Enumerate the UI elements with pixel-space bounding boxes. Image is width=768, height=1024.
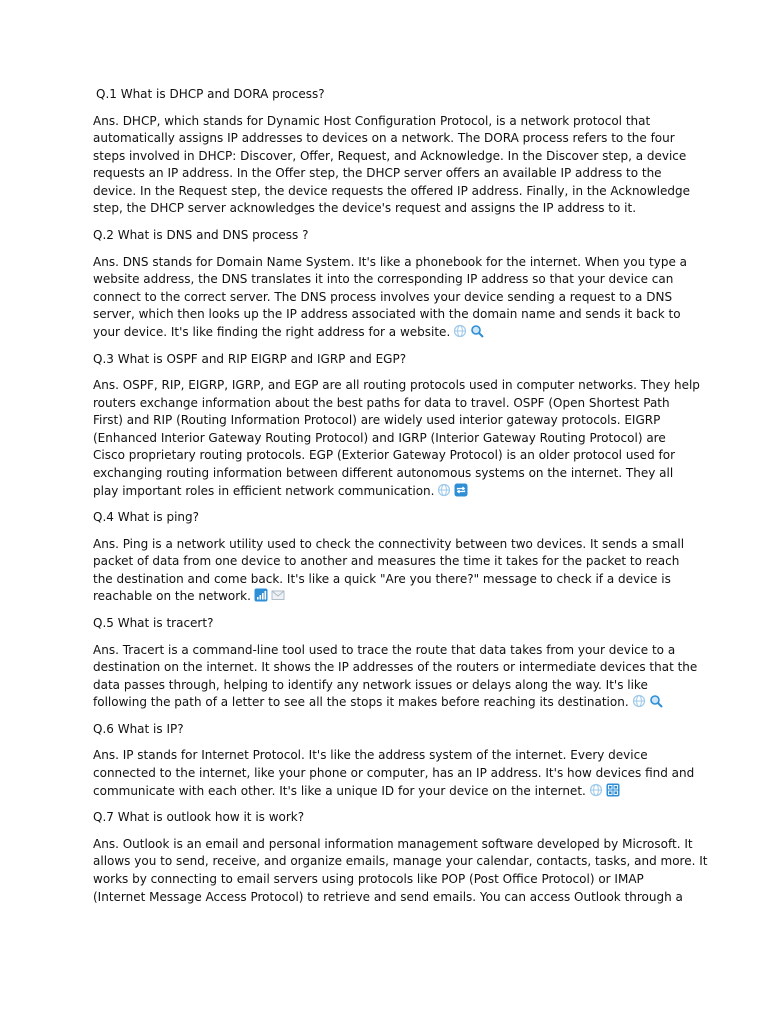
answer-line: Ans. Outlook is an email and personal information management software developed by Microsoft. It xyxy=(93,836,693,851)
question-1: Q.1 What is DHCP and DORA process? xyxy=(96,87,325,101)
answer-line: the destination and come back. It's like a quick "Are you there?" message to check if a device is xyxy=(93,571,671,586)
answer-text: play important roles in efficient network communication. xyxy=(93,483,435,498)
answer-line: connected to the internet, like your phone or computer, has an IP address. It's how devices find and xyxy=(93,766,695,781)
answer-line: website address, the DNS translates it into the corresponding IP address so that your device can xyxy=(93,272,674,287)
answer-line: (Enhanced Interior Gateway Routing Protocol) and IGRP (Interior Gateway Routing Protocol) are xyxy=(93,430,666,445)
answer-line: (Internet Message Access Protocol) to retrieve and send emails. You can access Outlook through a xyxy=(93,889,683,904)
question-7: Q.7 What is outlook how it is work? xyxy=(93,810,305,825)
answer-text: following the path of a letter to see all the stops it makes before reaching its destination. xyxy=(93,695,629,710)
answer-line: Ans. Tracert is a command-line tool used to trace the route that data takes from your device to a xyxy=(93,642,676,657)
answer-7 xyxy=(93,836,708,906)
answer-line: automatically assigns IP addresses to devices on a network. The DORA process refers to the four xyxy=(93,131,675,146)
question-3: Q.3 What is OSPF and RIP EIGRP and IGRP and EGP? xyxy=(93,351,407,366)
answer-line: allows you to send, receive, and organize emails, manage your calendar, contacts, tasks, and more. It xyxy=(93,854,708,869)
answer-5 xyxy=(93,642,698,712)
answer-line: Ans. OSPF, RIP, EIGRP, IGRP, and EGP are all routing protocols used in computer networks. They help xyxy=(93,378,700,393)
answer-text: your device. It's like finding the right address for a website. xyxy=(93,324,451,339)
answer-line-last xyxy=(93,694,681,712)
repeat-icon xyxy=(454,483,468,497)
answer-line: works by connecting to email servers using protocols like POP (Post Office Protocol) or IMAP xyxy=(93,871,644,886)
answer-line: Ans. Ping is a network utility used to check the connectivity between two devices. It sends a small xyxy=(93,536,685,551)
answer-line: First) and RIP (Routing Information Protocol) are widely used interior gateway protocols. EIGRP xyxy=(93,413,661,428)
magnifier-icon xyxy=(649,694,663,708)
answer-4 xyxy=(93,536,685,606)
answer-1 xyxy=(93,113,691,219)
question-2: Q.2 What is DNS and DNS process ? xyxy=(93,228,309,243)
globe-icon xyxy=(589,783,603,797)
answer-line: data passes through, helping to identify any network issues or delays along the way. It's like xyxy=(93,677,648,692)
answer-line-last xyxy=(93,783,681,801)
answer-text: communicate with each other. It's like a unique ID for your device on the internet. xyxy=(93,783,586,798)
magnifier-icon xyxy=(470,324,484,338)
answer-line: connect to the correct server. The DNS process involves your device sending a request to a DNS xyxy=(93,289,673,304)
answer-line: device. In the Request step, the device requests the offered IP address. Finally, in the Acknowledge xyxy=(93,183,691,198)
question-5: Q.5 What is tracert? xyxy=(93,616,214,631)
answer-line-last xyxy=(93,483,681,501)
answer-line: requests an IP address. In the Offer step, the DHCP server offers an available IP address to the xyxy=(93,166,662,181)
numbers-icon xyxy=(606,783,620,797)
globe-icon xyxy=(632,694,646,708)
answer-line-last xyxy=(93,324,681,342)
answer-line: Ans. DHCP, which stands for Dynamic Host Configuration Protocol, is a network protocol that xyxy=(93,113,651,128)
answer-line: Ans. IP stands for Internet Protocol. It's like the address system of the internet. Every device xyxy=(93,748,648,763)
globe-icon xyxy=(453,324,467,338)
answer-2 xyxy=(93,254,688,342)
answer-line: routers exchange information about the best paths for data to travel. OSPF (Open Shortest Path xyxy=(93,395,670,410)
answer-line: packet of data from one device to another and measures the time it takes for the packet to reach xyxy=(93,554,680,569)
question-6: Q.6 What is IP? xyxy=(93,721,184,736)
answer-line: steps involved in DHCP: Discover, Offer, Request, and Acknowledge. In the Discover step, a device xyxy=(93,148,687,163)
answer-line: destination on the internet. It shows the IP addresses of the routers or intermediate devices that the xyxy=(93,660,698,675)
answer-text: reachable on the network. xyxy=(93,589,251,604)
globe-icon xyxy=(437,483,451,497)
answer-line: Cisco proprietary routing protocols. EGP (Exterior Gateway Protocol) is an older protocol used for xyxy=(93,448,675,463)
question-4: Q.4 What is ping? xyxy=(93,510,199,525)
document-page xyxy=(93,86,708,915)
answer-line: step, the DHCP server acknowledges the device's request and assigns the IP address to it. xyxy=(93,201,637,216)
envelope-icon xyxy=(271,588,285,602)
answer-line: server, which then looks up the IP address associated with the domain name and sends it back to xyxy=(93,307,681,322)
answer-line: exchanging routing information between different autonomous systems on the internet. They all xyxy=(93,466,674,480)
answer-line-last xyxy=(93,588,681,606)
answer-6 xyxy=(93,747,695,800)
signal-bars-icon xyxy=(254,588,268,602)
answer-3 xyxy=(93,377,700,500)
answer-line: Ans. DNS stands for Domain Name System. It's like a phonebook for the internet. When you type a xyxy=(93,254,688,269)
